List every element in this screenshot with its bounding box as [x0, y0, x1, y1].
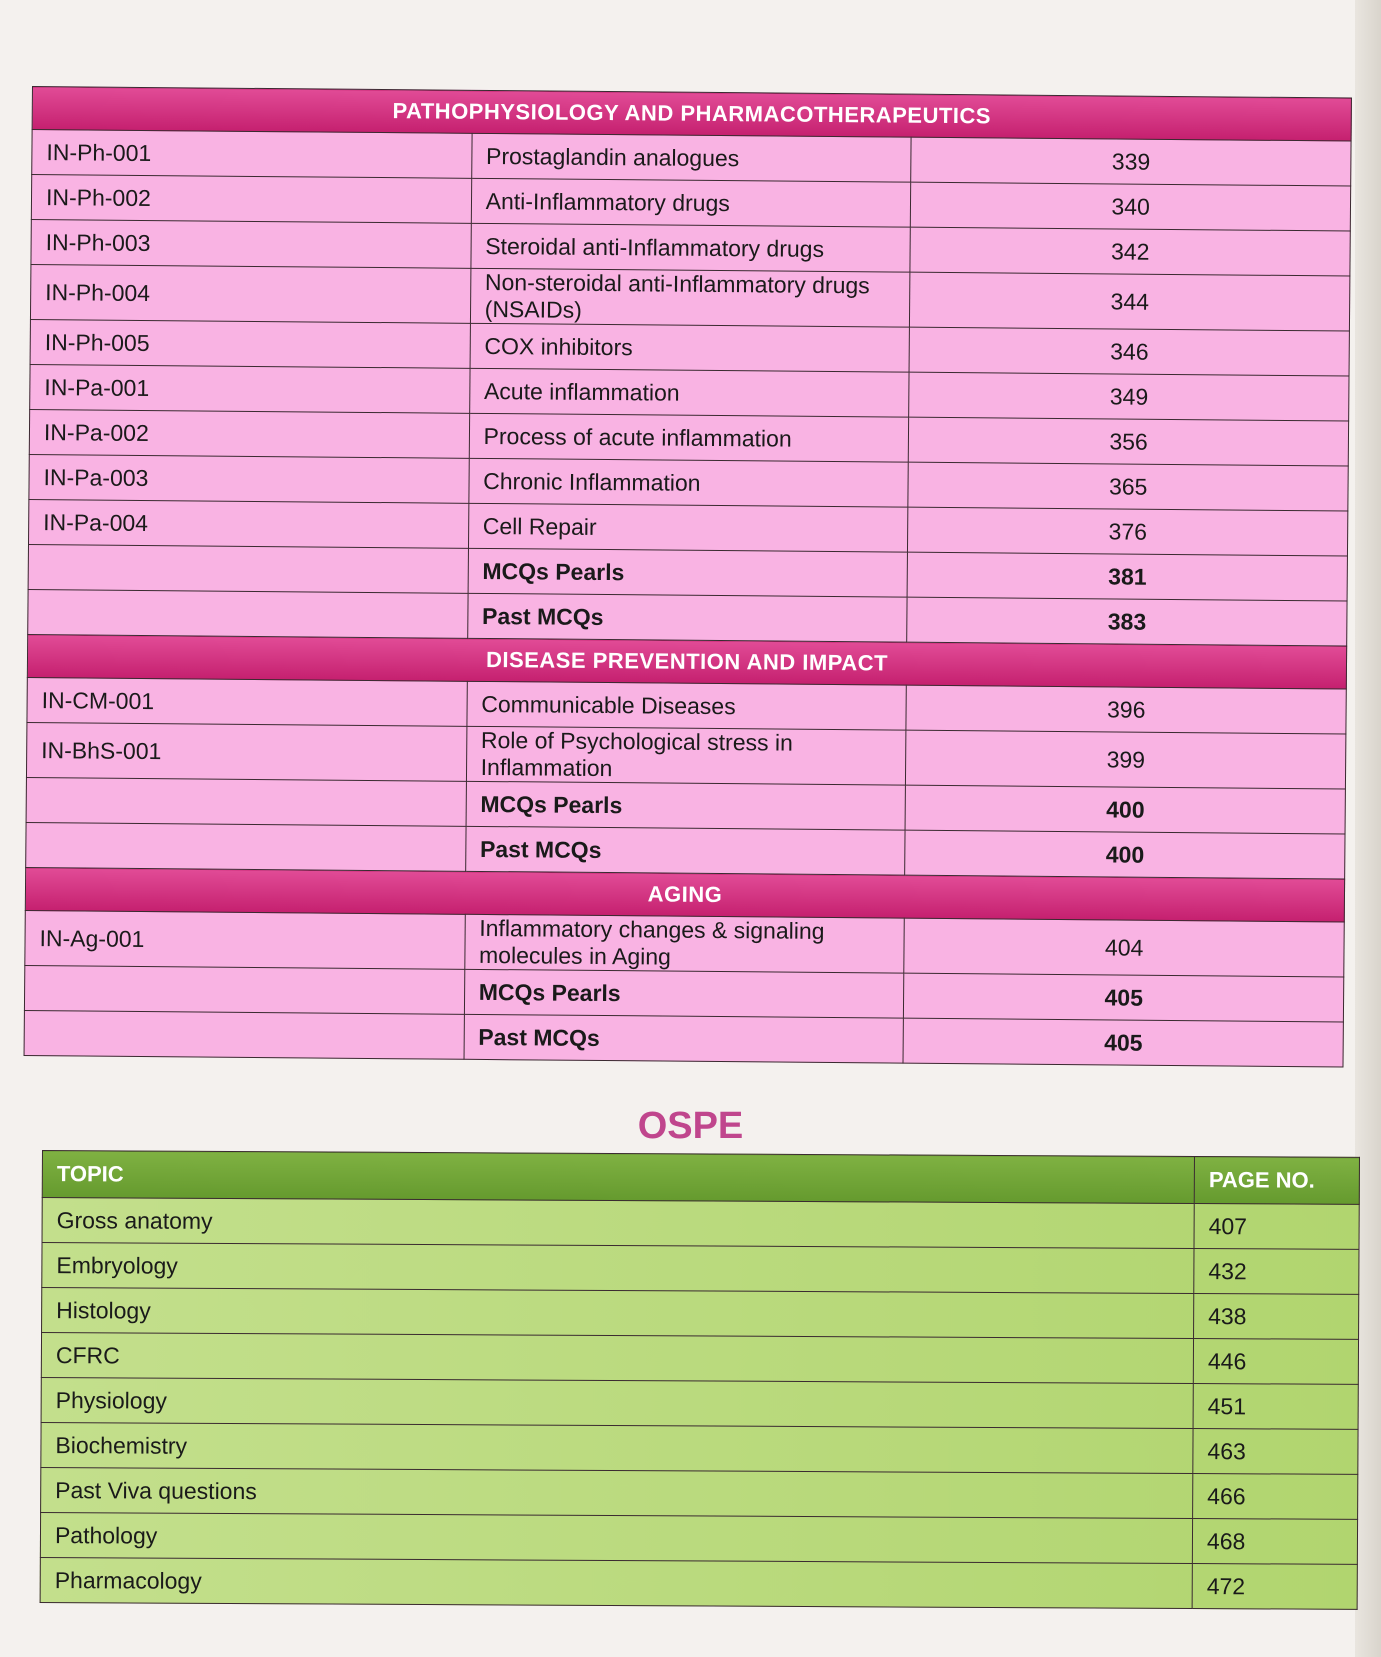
ospe-page-number: 432: [1194, 1249, 1359, 1295]
topic-title: Chronic Inflammation: [469, 458, 909, 507]
ospe-page-number: 407: [1194, 1204, 1359, 1250]
topic-title: Steroidal anti-Inflammatory drugs: [471, 223, 911, 272]
page-number: 405: [904, 973, 1344, 1022]
topic-title: Inflammatory changes & signaling molecules in Aging: [464, 914, 904, 973]
ospe-topic: Pathology: [40, 1512, 1192, 1563]
ospe-row: [41, 1467, 1358, 1519]
ospe-topic: Biochemistry: [41, 1422, 1193, 1473]
topic-code: IN-Pa-004: [28, 499, 468, 548]
ospe-page-number: 446: [1193, 1339, 1358, 1385]
page-number: 383: [907, 597, 1347, 646]
ospe-page-number: 463: [1193, 1429, 1358, 1475]
contents-table-body: [24, 87, 1351, 1067]
ospe-topic: Pharmacology: [40, 1557, 1192, 1608]
page-edge: [1355, 0, 1381, 1657]
topic-code: IN-BhS-001: [26, 722, 466, 781]
topic-code: [28, 544, 468, 593]
page-number: 342: [910, 227, 1350, 276]
ospe-topic: Gross anatomy: [42, 1198, 1194, 1249]
ospe-page-number: 472: [1192, 1564, 1357, 1610]
page-number: 400: [905, 785, 1345, 834]
topic-code: IN-Ph-003: [31, 219, 471, 268]
ospe-row: [40, 1512, 1357, 1564]
section-title: DISEASE PREVENTION AND IMPACT: [27, 634, 1346, 689]
page-number: 381: [907, 552, 1347, 601]
page-number: 405: [903, 1018, 1343, 1067]
topic-title: Anti-Inflammatory drugs: [471, 178, 911, 227]
topic-code: IN-Pa-002: [29, 409, 469, 458]
ospe-page-number: 466: [1193, 1474, 1358, 1520]
ospe-page-number: 451: [1193, 1384, 1358, 1430]
page-number: 356: [909, 417, 1349, 466]
ospe-row: [41, 1422, 1358, 1474]
topic-code: IN-Ph-004: [30, 264, 470, 323]
topic-code: IN-CM-001: [27, 677, 467, 726]
topic-title: Past MCQs: [467, 593, 907, 642]
section-title: PATHOPHYSIOLOGY AND PHARMACOTHERAPEUTICS: [32, 87, 1351, 142]
ospe-header-page: PAGE NO.: [1194, 1157, 1359, 1205]
page-number: 339: [911, 137, 1351, 186]
contents-table: [24, 86, 1352, 1067]
ospe-page-number: 438: [1194, 1294, 1359, 1340]
page-number: 396: [906, 685, 1346, 734]
ospe-table: [40, 1150, 1360, 1610]
ospe-topic: CFRC: [41, 1333, 1193, 1384]
section-title: AGING: [25, 867, 1344, 922]
topic-code: IN-Ag-001: [25, 910, 465, 969]
ospe-row: [41, 1377, 1358, 1429]
topic-code: IN-Ph-002: [31, 175, 471, 224]
topic-title: COX inhibitors: [470, 323, 910, 372]
page-number: 344: [910, 272, 1350, 331]
topic-code: [24, 1010, 464, 1059]
topic-title: Cell Repair: [468, 503, 908, 552]
topic-code: IN-Ph-001: [32, 130, 472, 179]
topic-title: Communicable Diseases: [467, 681, 907, 730]
topic-code: [24, 965, 464, 1014]
ospe-header-topic: TOPIC: [42, 1151, 1194, 1204]
page-number: 400: [905, 830, 1345, 879]
page-number: 346: [909, 327, 1349, 376]
ospe-header-row: [42, 1151, 1359, 1205]
page-number: 340: [911, 182, 1351, 231]
ospe-row: [41, 1333, 1358, 1385]
ospe-topic: Past Viva questions: [41, 1467, 1193, 1518]
ospe-topic: Physiology: [41, 1377, 1193, 1428]
topic-title: Prostaglandin analogues: [471, 133, 911, 182]
topic-title: MCQs Pearls: [468, 548, 908, 597]
topic-code: IN-Ph-005: [30, 319, 470, 368]
topic-title: MCQs Pearls: [466, 781, 906, 830]
page-number: 404: [904, 918, 1344, 977]
ospe-row: [42, 1288, 1359, 1340]
ospe-title: OSPE: [637, 1105, 744, 1147]
topic-code: IN-Pa-003: [29, 454, 469, 503]
topic-code: [26, 777, 466, 826]
topic-code: IN-Pa-001: [30, 364, 470, 413]
ospe-topic: Embryology: [42, 1243, 1194, 1294]
topic-code: [28, 589, 468, 638]
topic-title: Acute inflammation: [469, 368, 909, 417]
ospe-page-number: 468: [1192, 1519, 1357, 1565]
topic-title: MCQs Pearls: [464, 969, 904, 1018]
topic-code: [26, 822, 466, 871]
page-number: 365: [908, 462, 1348, 511]
topic-title: Process of acute inflammation: [469, 413, 909, 462]
ospe-row: [42, 1243, 1359, 1295]
page-number: 399: [906, 730, 1346, 789]
page-number: 349: [909, 372, 1349, 421]
topic-title: Non-steroidal anti-Inflammatory drugs (NSAIDs): [470, 268, 910, 327]
ospe-topic: Histology: [42, 1288, 1194, 1339]
topic-title: Role of Psychological stress in Inflammation: [466, 726, 906, 785]
ospe-table-body: [40, 1198, 1359, 1610]
ospe-row: [40, 1557, 1357, 1609]
topic-title: Past MCQs: [464, 1014, 904, 1063]
topic-title: Past MCQs: [465, 826, 905, 875]
page-number: 376: [908, 507, 1348, 556]
ospe-row: [42, 1198, 1359, 1250]
